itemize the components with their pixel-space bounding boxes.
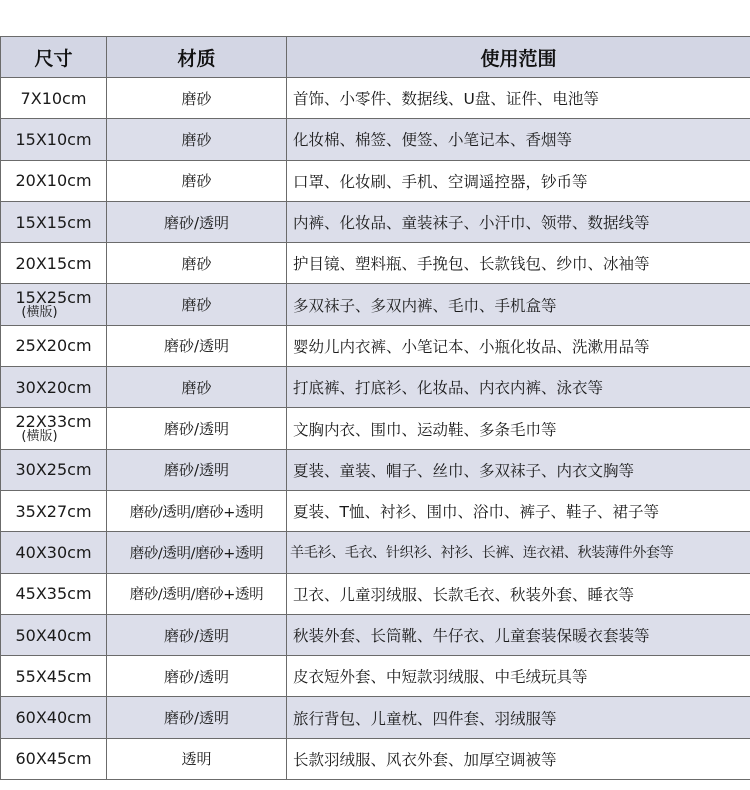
size-cell xyxy=(1,614,107,655)
size-cell xyxy=(1,408,107,449)
material-cell: 磨砂 xyxy=(107,119,287,160)
material-cell: 磨砂/透明 xyxy=(107,656,287,697)
material-cell: 磨砂/透明/磨砂+透明 xyxy=(107,573,287,614)
table-row xyxy=(1,408,750,449)
size-cell xyxy=(1,738,107,779)
material-column-header: 材质 xyxy=(107,37,287,78)
material-cell: 磨砂/透明 xyxy=(107,614,287,655)
size-value: 55X45cm xyxy=(15,666,92,686)
size-orientation-note: (横版) xyxy=(21,305,58,321)
size-usage-table xyxy=(0,36,750,780)
table-row xyxy=(1,201,750,242)
size-cell xyxy=(1,201,107,242)
table-row xyxy=(1,284,750,325)
usage-cell: 羊毛衫、毛衣、针织衫、衬衫、长裤、连衣裙、秋装薄件外套等 xyxy=(287,532,750,573)
material-cell: 磨砂/透明 xyxy=(107,449,287,490)
size-value: 50X40cm xyxy=(15,625,92,645)
size-value: 15X25cm xyxy=(15,288,92,308)
material-cell: 磨砂/透明 xyxy=(107,325,287,366)
table-row xyxy=(1,656,750,697)
usage-cell: 旅行背包、儿童枕、四件套、羽绒服等 xyxy=(287,697,750,738)
size-cell xyxy=(1,243,107,284)
table-row xyxy=(1,532,750,573)
size-cell xyxy=(1,325,107,366)
usage-cell: 婴幼儿内衣裤、小笔记本、小瓶化妆品、洗漱用品等 xyxy=(287,325,750,366)
size-cell xyxy=(1,119,107,160)
usage-cell: 卫衣、儿童羽绒服、长款毛衣、秋装外套、睡衣等 xyxy=(287,573,750,614)
table-header-row xyxy=(1,37,750,78)
size-value: 60X45cm xyxy=(15,749,92,769)
size-orientation-note: (横版) xyxy=(21,429,58,445)
size-value: 25X20cm xyxy=(15,336,92,356)
size-cell xyxy=(1,532,107,573)
size-value: 20X15cm xyxy=(15,253,92,273)
usage-cell: 打底裤、打底衫、化妆品、内衣内裤、泳衣等 xyxy=(287,367,750,408)
size-value: 20X10cm xyxy=(15,171,92,191)
size-cell xyxy=(1,160,107,201)
size-cell xyxy=(1,697,107,738)
size-value: 15X10cm xyxy=(15,129,92,149)
table-row xyxy=(1,325,750,366)
size-cell xyxy=(1,449,107,490)
size-cell xyxy=(1,367,107,408)
size-value: 22X33cm xyxy=(15,412,92,432)
size-column-header: 尺寸 xyxy=(1,37,107,78)
usage-cell: 文胸内衣、围巾、运动鞋、多条毛巾等 xyxy=(287,408,750,449)
table-row xyxy=(1,243,750,284)
table-row xyxy=(1,738,750,779)
size-value: 30X25cm xyxy=(15,460,92,480)
size-value: 35X27cm xyxy=(15,501,92,521)
table-row xyxy=(1,78,750,119)
usage-cell: 护目镜、塑料瓶、手挽包、长款钱包、纱巾、冰袖等 xyxy=(287,243,750,284)
table-row xyxy=(1,573,750,614)
material-cell: 磨砂/透明 xyxy=(107,697,287,738)
size-cell xyxy=(1,284,107,325)
material-cell: 磨砂 xyxy=(107,78,287,119)
usage-cell: 口罩、化妆刷、手机、空调遥控器，钞币等 xyxy=(287,160,750,201)
usage-cell: 首饰、小零件、数据线、U盘、证件、电池等 xyxy=(287,78,750,119)
usage-cell: 长款羽绒服、风衣外套、加厚空调被等 xyxy=(287,738,750,779)
usage-column-header: 使用范围 xyxy=(287,37,750,78)
usage-cell: 内裤、化妆品、童装袜子、小汗巾、领带、数据线等 xyxy=(287,201,750,242)
size-value: 30X20cm xyxy=(15,377,92,397)
table-row xyxy=(1,697,750,738)
table-row xyxy=(1,449,750,490)
size-cell xyxy=(1,490,107,531)
material-cell: 磨砂/透明 xyxy=(107,201,287,242)
usage-cell: 夏装、T恤、衬衫、围巾、浴巾、裤子、鞋子、裙子等 xyxy=(287,490,750,531)
usage-cell: 多双袜子、多双内裤、毛巾、手机盒等 xyxy=(287,284,750,325)
table-row xyxy=(1,490,750,531)
size-cell xyxy=(1,78,107,119)
size-value: 60X40cm xyxy=(15,708,92,728)
material-cell: 磨砂 xyxy=(107,367,287,408)
material-cell: 磨砂/透明 xyxy=(107,408,287,449)
size-value: 40X30cm xyxy=(15,542,92,562)
size-cell xyxy=(1,656,107,697)
material-cell: 磨砂 xyxy=(107,243,287,284)
material-cell: 磨砂 xyxy=(107,160,287,201)
size-cell xyxy=(1,573,107,614)
table-row xyxy=(1,160,750,201)
usage-cell: 化妆棉、棉签、便签、小笔记本、香烟等 xyxy=(287,119,750,160)
material-cell: 磨砂/透明/磨砂+透明 xyxy=(107,490,287,531)
usage-cell: 秋装外套、长筒靴、牛仔衣、儿童套装保暖衣套装等 xyxy=(287,614,750,655)
material-cell: 磨砂 xyxy=(107,284,287,325)
table-row xyxy=(1,119,750,160)
table-row xyxy=(1,614,750,655)
material-cell: 磨砂/透明/磨砂+透明 xyxy=(107,532,287,573)
usage-cell: 夏装、童装、帽子、丝巾、多双袜子、内衣文胸等 xyxy=(287,449,750,490)
size-value: 15X15cm xyxy=(15,212,92,232)
size-value: 7X10cm xyxy=(20,88,87,108)
size-value: 45X35cm xyxy=(15,584,92,604)
table-row xyxy=(1,367,750,408)
usage-cell: 皮衣短外套、中短款羽绒服、中毛绒玩具等 xyxy=(287,656,750,697)
material-cell: 透明 xyxy=(107,738,287,779)
